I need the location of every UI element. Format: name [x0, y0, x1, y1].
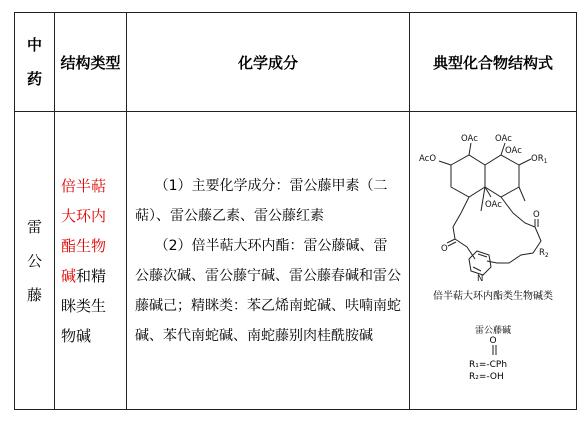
sub-structure-o: O [489, 335, 497, 346]
herb-cell [15, 112, 55, 410]
header-typical-structure: 典型化合物结构式 [410, 13, 577, 112]
label-oac-top1: OAc [461, 133, 478, 144]
label-oac-top3: OAc [505, 145, 522, 156]
label-o-left: O [441, 243, 448, 254]
label-oac-mid: OAc [485, 199, 502, 210]
header-tcm-bottom: 药 [26, 70, 42, 88]
compound-table [14, 12, 577, 410]
table-row [15, 112, 577, 410]
sub-structure-r1: R₁=-CPh [469, 359, 508, 370]
header-structure-type: 结构类型 [55, 13, 127, 112]
sub-structure-r2: R₂=-OH [469, 371, 504, 382]
herb-char: 公 [26, 251, 42, 270]
header-tcm-top: 中 [26, 36, 42, 54]
label-aco-left: AcO [419, 153, 437, 164]
label-oac-top2: OAc [495, 133, 512, 144]
components-macrolide: （2）倍半萜大环内酯：雷公藤碱、雷公藤次碱、雷公藤宁碱、雷公藤春碱和雷公藤碱己；精眯类：苯乙烯南蛇碱、呋喃南蛇碱、苯代南蛇碱、南蛇藤别肉桂酰胺碱 [135, 237, 401, 344]
label-n-atom: N [477, 273, 484, 284]
header-tcm [15, 13, 55, 112]
header-chemical: 化学成分 [127, 13, 410, 112]
sub-structure-title: 雷公藤碱 [474, 325, 512, 336]
structure-type-cell [55, 112, 127, 410]
header-row [15, 13, 577, 112]
structure-caption: 倍半萜大环内酯类生物碱类 [433, 290, 553, 302]
structure-diagram [413, 127, 573, 395]
herb-char: 藤 [26, 285, 42, 304]
label-r2: $R_2$ [539, 247, 549, 259]
label-o-right: O [533, 209, 540, 220]
herb-char: 雷 [26, 217, 42, 236]
label-or1: $OR_1$ [531, 153, 548, 165]
structure-cell [410, 112, 577, 410]
components-main: （1）主要化学成分：雷公藤甲素（二萜）、雷公藤乙素、雷公藤红素 [135, 177, 388, 224]
components-cell [127, 112, 410, 410]
structure-type-rest: 和精眯类生物碱 [61, 266, 107, 345]
structure-type-highlight: 倍半萜大环内酯生物碱 [61, 176, 107, 285]
